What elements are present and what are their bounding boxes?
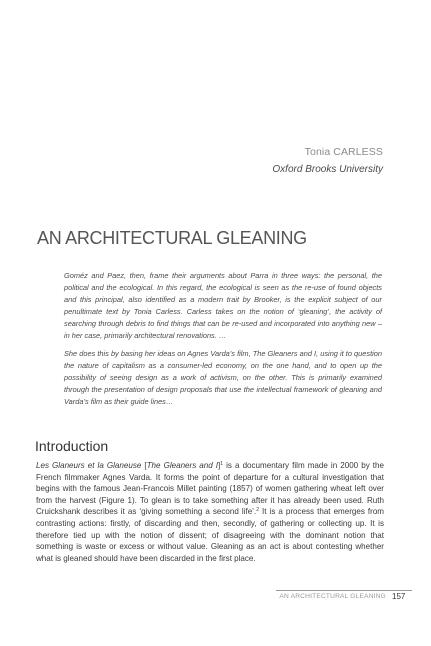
author-block: [272, 145, 383, 177]
footnote-marker: 2: [256, 507, 259, 514]
author-affiliation: Oxford Brooks University: [272, 164, 383, 175]
chapter-title: AN ARCHITECTURAL GLEANING: [37, 228, 307, 248]
page-number: 157: [392, 592, 406, 601]
introduction-text-part-1: is a documentary film made in 2000 by the French filmmaker Agnes Varda. It forms the point of departure for a cultural investigation that begins with the famous Jean-Francois Millet painting (1857) of women gathering wheat left over from the harvest (Figure 1). To glean is to take something after it has already been used. Ruth Cruickshank describes it as ‘giving something a second life’.: [36, 461, 384, 517]
running-title: AN ARCHITECTURAL GLEANING: [279, 593, 386, 600]
introduction-body: [36, 460, 384, 564]
introduction-text-part-2: It is a process that emerges from contrasting actions: firstly, of discarding and then, secondly, of gathering or collecting up. It is therefore tied up with the notion of dissent; of disagreeing with the dominant notion that something is waste or excess or without value. Gleaning as an act is about contesting whether what is gleaned should have been discarded in the first place.: [36, 507, 385, 563]
film-title: Les Glaneurs et la Glaneuse: [36, 461, 142, 470]
footnote-marker: 1: [220, 461, 224, 467]
abstract-paragraph: Goméz and Paez, then, frame their arguments about Parra in three ways: the personal, the political and the ecological. In this regard, the ecological is seen as the re-use of found objects and this principal, also identified as a modern trait by Brooker, is the explicit subject of our penultimate text by Tonia Carless. Carless takes on the notion of ‘gleaning’, the activity of searching through debris to find things that can be re-used and incorporated into anything new – in her case, primarily architectural renovations. …: [64, 271, 382, 340]
author-name: Tonia CARLESS: [304, 146, 383, 158]
footer-rule: [276, 590, 412, 591]
introduction-paragraph: Les Glaneurs et la Glaneuse [The Gleaners and I]$^1$ is a documentary film made in 2000 by the French filmmaker Agnes Varda. It forms the point of departure for a cultural investigation that begins with the famous Jean-Francois Millet painting (1857) of women gathering wheat left over from the harvest (Figure 1). To glean is to take something after it has already been used. Ruth Cruickshank describes it as ‘giving something a second life’.$^2$ It is a process that emerges from contrasting actions: firstly, of discarding and then, secondly, of gathering or collecting up. It is therefore tied up with the notion of dissent; of disagreeing with the dominant notion that something is waste or excess or without value. Gleaning as an act is about contesting whether what is gleaned should have been discarded in the first place.: [36, 461, 385, 563]
abstract: [64, 270, 382, 414]
section-heading-introduction: Introduction: [35, 438, 109, 454]
abstract-paragraph: She does this by basing her ideas on Agnes Varda’s film, The Gleaners and I, using it to question the nature of capitalism as a consumer-led economy, on the one hand, and to open up the possibility of seeing design as a work of activism, on the other. This is primarily examined through the presentation of design proposals that use the intellectual framework of gleaning and Varda’s film as their guide lines…: [64, 349, 382, 406]
film-title-english: The Gleaners and I: [146, 461, 219, 470]
